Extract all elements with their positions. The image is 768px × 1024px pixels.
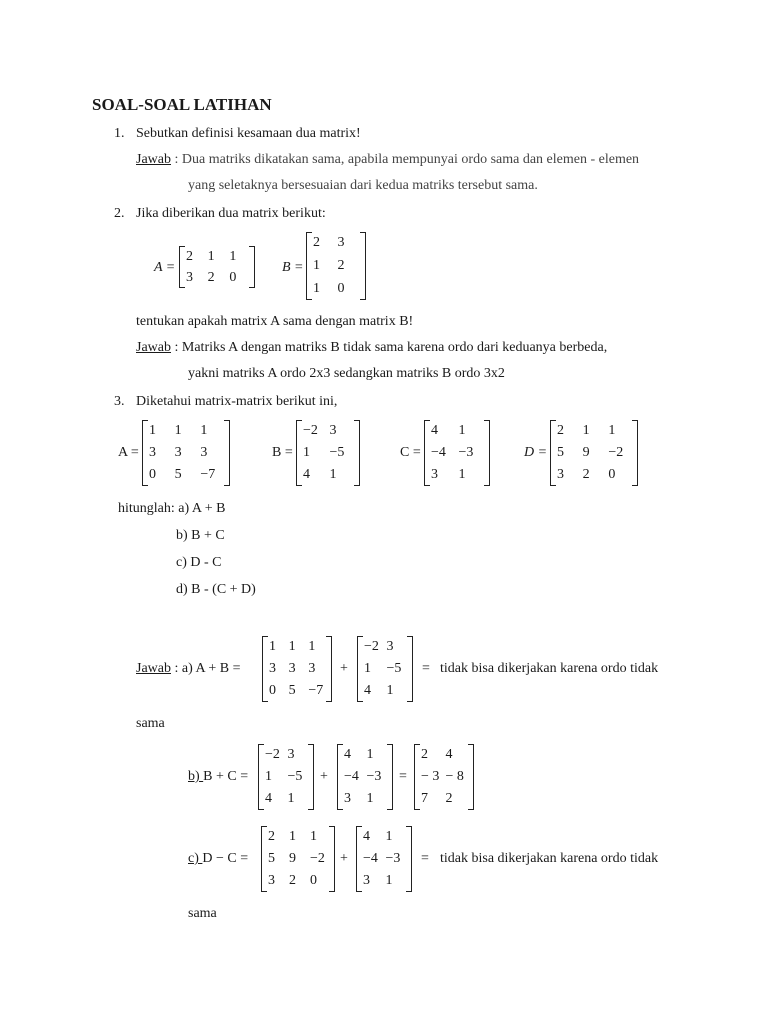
- equals-sign: =: [422, 661, 430, 676]
- matrix-cell: 2: [337, 257, 345, 273]
- matrix-cell: 3: [149, 445, 156, 460]
- matrix-cell: 5: [288, 683, 296, 698]
- q3-hitunglah-c: c) D - C: [176, 555, 222, 570]
- matrix-cell: −7: [308, 683, 324, 698]
- matrix-cell: 0: [337, 280, 345, 296]
- answer-b-matrix-b: [258, 744, 314, 810]
- matrix-cell: 1: [265, 769, 272, 784]
- plus-sign: +: [340, 851, 348, 866]
- matrix-cell: 1: [313, 257, 320, 273]
- matrix-cell: 0: [310, 873, 317, 888]
- matrix-cell: 1: [269, 639, 276, 654]
- matrix-cell: 1: [366, 791, 374, 806]
- q3-matrix-a: [142, 420, 230, 486]
- q3-b-label: B =: [272, 445, 293, 460]
- matrix-cell: −4: [363, 851, 378, 866]
- q2-a-label: A =: [154, 260, 176, 275]
- q3-matrix-c: [424, 420, 490, 486]
- matrix-cell: 3: [200, 445, 208, 460]
- matrix-cell: −5: [287, 769, 303, 784]
- matrix-cell: 2: [268, 829, 275, 844]
- q3-text: Diketahui matrix-matrix berikut ini,: [136, 394, 338, 409]
- matrix-cell: −5: [386, 661, 402, 676]
- matrix-cell: 0: [269, 683, 276, 698]
- matrix-cell: 3: [344, 791, 351, 806]
- answer-c-prefix: [188, 852, 248, 866]
- matrix-cell: 3: [269, 661, 276, 676]
- matrix-cell: 2: [557, 423, 564, 438]
- matrix-cell: −2: [303, 423, 318, 438]
- matrix-cell: 2: [582, 467, 590, 482]
- q3-hitunglah-b: b) B + C: [176, 528, 225, 543]
- matrix-cell: 2: [207, 269, 215, 285]
- matrix-cell: 1: [149, 423, 156, 438]
- matrix-cell: 3: [386, 639, 394, 654]
- q1-answer-line1: : Dua matriks dikatakan sama, apabila mempunyai ordo sama dan elemen - elemen: [174, 152, 640, 167]
- page-title: SOAL-SOAL LATIHAN: [92, 95, 272, 114]
- answer-b-prefix: [188, 770, 248, 784]
- matrix-cell: 1: [366, 747, 374, 762]
- q2-matrix-b: [306, 232, 366, 300]
- matrix-cell: 3: [268, 873, 275, 888]
- matrix-cell: 4: [364, 683, 371, 698]
- matrix-cell: − 8: [445, 769, 464, 784]
- matrix-cell: 5: [268, 851, 275, 866]
- answer-a-matrix-a: [262, 636, 332, 702]
- answer-c-text: D − C =: [202, 851, 249, 866]
- q3-hitunglah-d: d) B - (C + D): [176, 582, 256, 597]
- matrix-cell: 1: [308, 639, 316, 654]
- matrix-cell: 1: [289, 829, 296, 844]
- matrix-cell: 9: [289, 851, 296, 866]
- q2-number: 2.: [114, 206, 125, 221]
- matrix-cell: −4: [431, 445, 446, 460]
- answer-c-matrix-d: [261, 826, 335, 892]
- q1-answer-line2: yang seletaknya bersesuaian dari kedua matriks tersebut sama.: [188, 178, 538, 193]
- answer-c-sama: sama: [188, 906, 217, 921]
- q2-answer-line2: yakni matriks A ordo 2x3 sedangkan matriks B ordo 3x2: [188, 366, 505, 381]
- equals-sign: =: [421, 851, 429, 866]
- q3-d-label: D =: [524, 445, 548, 460]
- matrix-cell: −2: [265, 747, 280, 762]
- matrix-cell: 1: [329, 467, 337, 482]
- matrix-cell: 1: [386, 683, 394, 698]
- matrix-cell: 5: [557, 445, 564, 460]
- matrix-cell: −3: [385, 851, 401, 866]
- matrix-cell: 3: [363, 873, 370, 888]
- plus-sign: +: [320, 769, 328, 784]
- matrix-cell: 5: [174, 467, 182, 482]
- matrix-cell: 0: [229, 269, 237, 285]
- matrix-cell: 2: [289, 873, 296, 888]
- matrix-cell: 3: [308, 661, 316, 676]
- matrix-cell: 3: [329, 423, 337, 438]
- matrix-cell: −3: [366, 769, 382, 784]
- answer-c-result: tidak bisa dikerjakan karena ordo tidak: [440, 851, 659, 866]
- q3-a-label: A =: [118, 445, 139, 460]
- matrix-cell: 7: [421, 791, 428, 806]
- matrix-cell: −2: [364, 639, 379, 654]
- matrix-cell: 4: [445, 747, 453, 762]
- matrix-cell: 1: [458, 423, 466, 438]
- matrix-cell: 1: [200, 423, 208, 438]
- matrix-cell: −2: [608, 445, 624, 460]
- matrix-cell: −3: [458, 445, 474, 460]
- answer-a-result: tidak bisa dikerjakan karena ordo tidak: [440, 661, 659, 676]
- matrix-cell: 3: [431, 467, 438, 482]
- q2-answer-line1: : Matriks A dengan matriks B tidak sama karena ordo dari keduanya berbeda,: [174, 340, 608, 355]
- matrix-cell: 9: [582, 445, 590, 460]
- matrix-cell: 2: [421, 747, 428, 762]
- matrix-cell: 4: [431, 423, 438, 438]
- jawab-label: Jawab: [136, 340, 171, 355]
- matrix-cell: 1: [207, 248, 215, 264]
- q2-question: tentukan apakah matrix A sama dengan matrix B!: [136, 314, 414, 329]
- matrix-cell: 3: [557, 467, 564, 482]
- matrix-cell: −2: [310, 851, 325, 866]
- matrix-cell: 1: [287, 791, 295, 806]
- q2-b-label: B =: [282, 260, 304, 275]
- q3-c-label: C =: [400, 445, 421, 460]
- matrix-cell: 1: [229, 248, 237, 264]
- matrix-cell: 4: [344, 747, 351, 762]
- q3-number: 3.: [114, 394, 125, 409]
- matrix-cell: 4: [363, 829, 370, 844]
- matrix-cell: 3: [186, 269, 193, 285]
- matrix-cell: 1: [174, 423, 182, 438]
- matrix-cell: 1: [313, 280, 320, 296]
- matrix-cell: 1: [458, 467, 466, 482]
- answer-b-text: B + C =: [203, 769, 249, 784]
- q2-answer: [136, 341, 607, 355]
- matrix-cell: 2: [445, 791, 453, 806]
- matrix-cell: 1: [385, 829, 393, 844]
- matrix-cell: 3: [174, 445, 182, 460]
- q1-number: 1.: [114, 126, 125, 141]
- matrix-cell: 2: [313, 235, 320, 251]
- matrix-cell: 4: [303, 467, 310, 482]
- answer-b-matrix-c: [337, 744, 393, 810]
- matrix-cell: 3: [288, 661, 296, 676]
- matrix-cell: 1: [303, 445, 310, 460]
- matrix-cell: 3: [337, 235, 345, 251]
- q1-answer: [136, 153, 639, 167]
- matrix-cell: − 3: [421, 769, 440, 784]
- q3-matrix-b: [296, 420, 360, 486]
- matrix-cell: −7: [200, 467, 216, 482]
- equals-sign: =: [399, 769, 407, 784]
- answer-b-label: b): [188, 769, 204, 784]
- q2-matrix-a: [179, 246, 255, 288]
- answer-a-text: : a) A + B =: [174, 661, 241, 676]
- matrix-cell: −5: [329, 445, 345, 460]
- matrix-cell: 1: [310, 829, 317, 844]
- answer-b-result-matrix: [414, 744, 474, 810]
- q3-matrix-d: [550, 420, 638, 486]
- matrix-cell: 2: [186, 248, 193, 264]
- matrix-cell: 1: [608, 423, 616, 438]
- answer-a-sama: sama: [136, 716, 165, 731]
- q3-hitunglah-a: hitunglah: a) A + B: [118, 501, 226, 516]
- matrix-cell: 0: [149, 467, 156, 482]
- jawab-label: Jawab: [136, 152, 171, 167]
- matrix-cell: 4: [265, 791, 272, 806]
- plus-sign: +: [340, 661, 348, 676]
- answer-a-matrix-b: [357, 636, 413, 702]
- answer-c-label: c): [188, 851, 203, 866]
- answer-a-prefix: [136, 662, 240, 676]
- matrix-cell: −4: [344, 769, 359, 784]
- q1-text: Sebutkan definisi kesamaan dua matrix!: [136, 126, 361, 141]
- matrix-cell: 1: [288, 639, 296, 654]
- answer-c-matrix-c: [356, 826, 412, 892]
- q2-text: Jika diberikan dua matrix berikut:: [136, 206, 326, 221]
- matrix-cell: 3: [287, 747, 295, 762]
- matrix-cell: 1: [582, 423, 590, 438]
- matrix-cell: 0: [608, 467, 616, 482]
- jawab-label: Jawab: [136, 661, 171, 676]
- matrix-cell: 1: [385, 873, 393, 888]
- matrix-cell: 1: [364, 661, 371, 676]
